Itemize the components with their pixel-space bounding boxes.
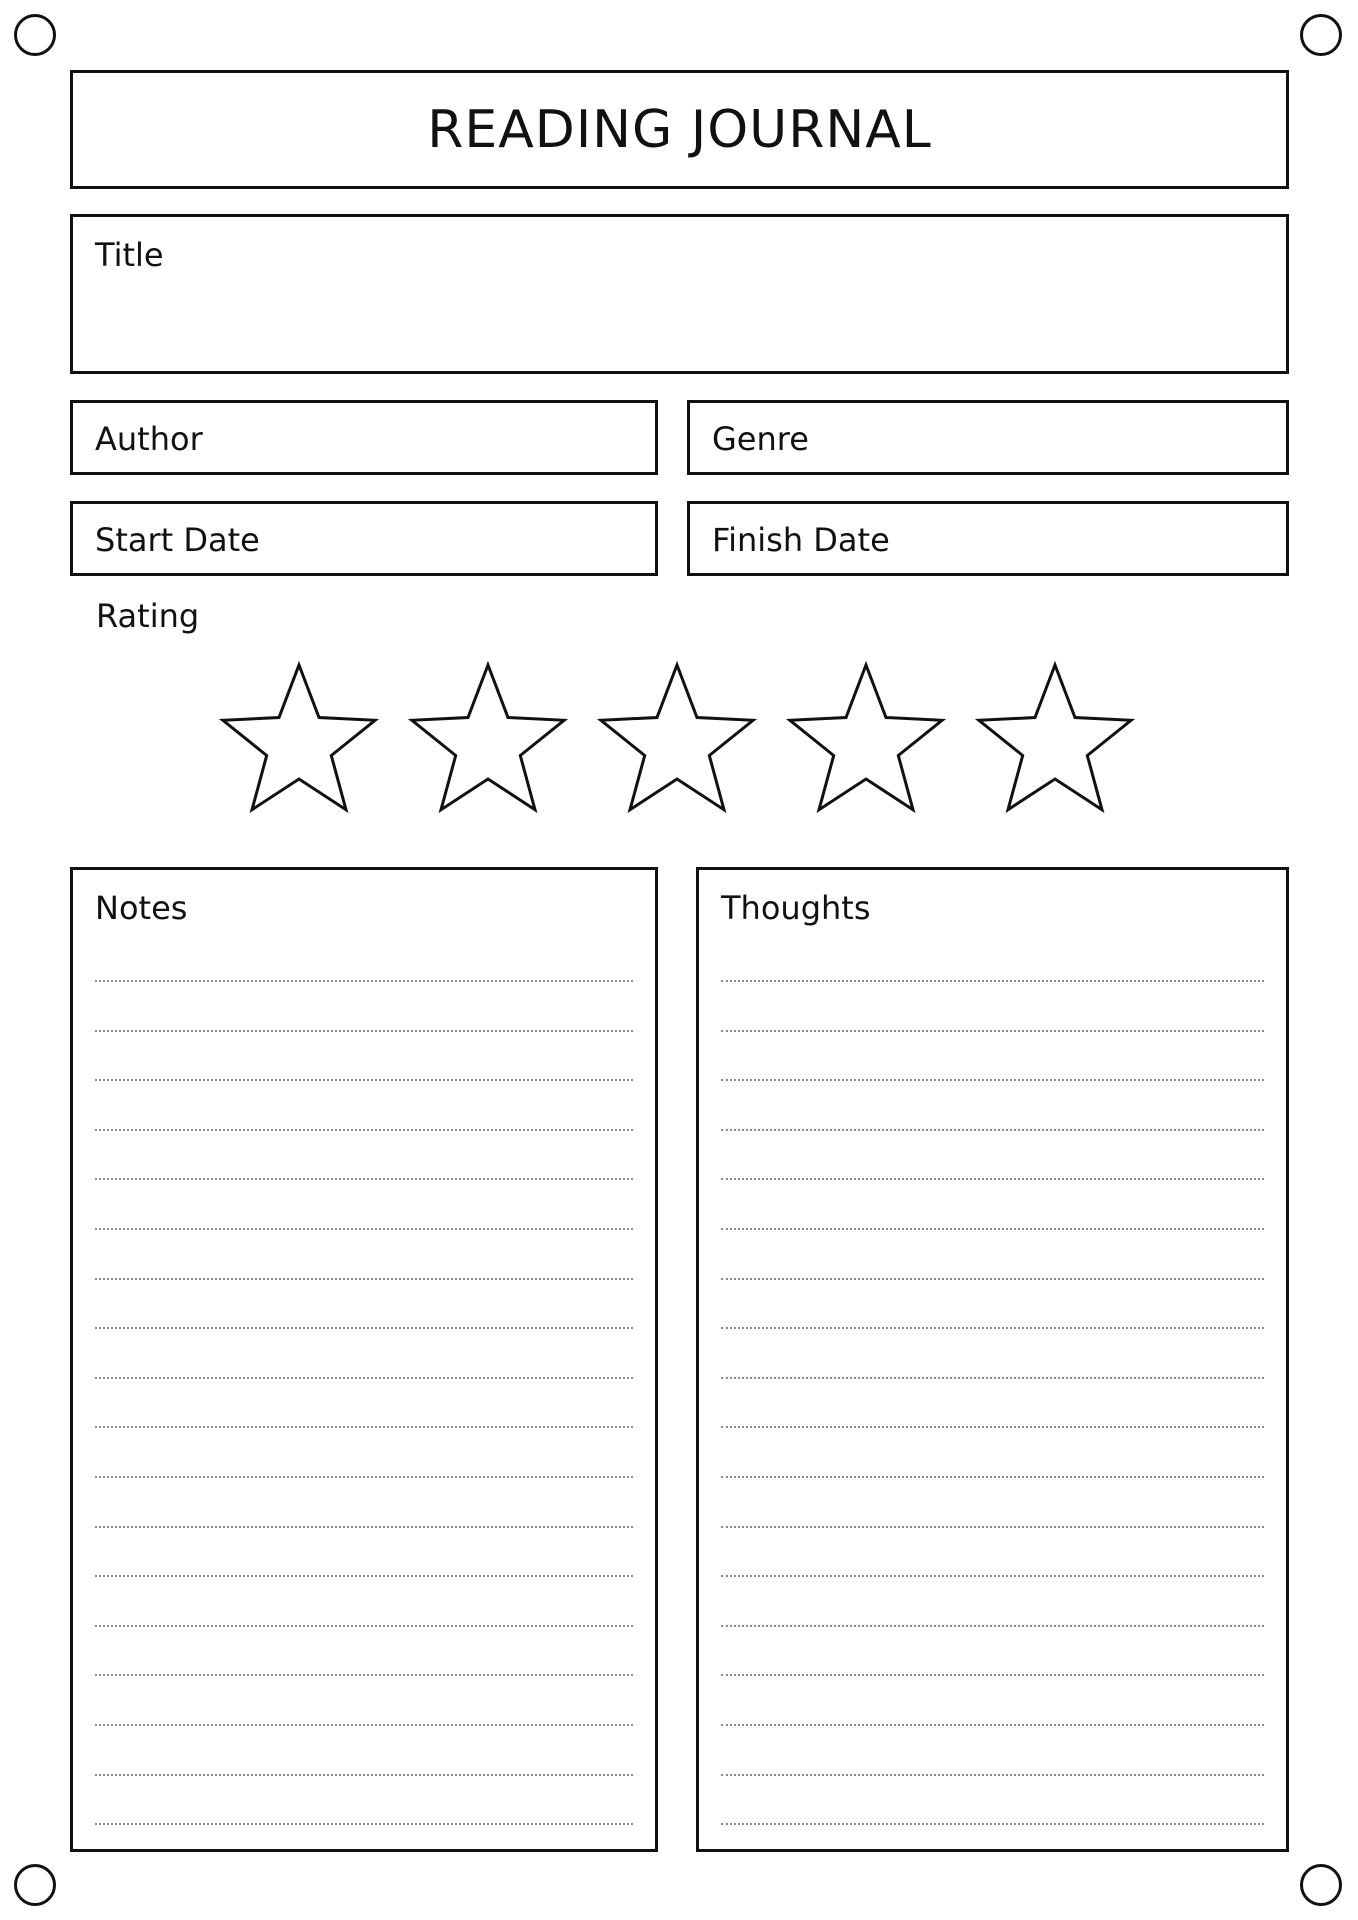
writing-line bbox=[721, 1327, 1264, 1329]
writing-line bbox=[95, 1774, 633, 1776]
writing-line bbox=[721, 1674, 1264, 1676]
writing-line bbox=[721, 1178, 1264, 1180]
writing-line bbox=[721, 1129, 1264, 1131]
title-field[interactable] bbox=[70, 214, 1289, 374]
binder-hole-bottom-left bbox=[14, 1864, 56, 1906]
star-1-icon[interactable] bbox=[223, 665, 375, 810]
rating-label: Rating bbox=[96, 597, 200, 635]
genre-field[interactable] bbox=[687, 400, 1289, 475]
writing-line bbox=[95, 1575, 633, 1577]
star-4-icon[interactable] bbox=[790, 665, 942, 810]
writing-line bbox=[95, 980, 633, 982]
start-date-field-label: Start Date bbox=[95, 521, 260, 559]
writing-line bbox=[95, 1526, 633, 1528]
binder-hole-top-right bbox=[1300, 14, 1342, 56]
writing-line bbox=[95, 1476, 633, 1478]
notes-lines bbox=[95, 980, 633, 1839]
writing-line bbox=[721, 1575, 1264, 1577]
writing-line bbox=[95, 1030, 633, 1032]
star-5-icon[interactable] bbox=[979, 665, 1131, 810]
writing-line bbox=[721, 1079, 1264, 1081]
writing-line bbox=[721, 1377, 1264, 1379]
writing-line bbox=[95, 1823, 633, 1825]
star-3-icon[interactable] bbox=[601, 665, 753, 810]
page-title: READING JOURNAL bbox=[427, 99, 932, 160]
binder-hole-top-left bbox=[14, 14, 56, 56]
star-rating[interactable] bbox=[214, 655, 1144, 825]
author-field-label: Author bbox=[95, 420, 203, 458]
page-title-box bbox=[70, 70, 1289, 189]
notes-box[interactable] bbox=[70, 867, 658, 1852]
writing-line bbox=[721, 1278, 1264, 1280]
writing-line bbox=[95, 1228, 633, 1230]
writing-line bbox=[95, 1674, 633, 1676]
thoughts-lines bbox=[721, 980, 1264, 1839]
genre-field-label: Genre bbox=[712, 420, 809, 458]
writing-line bbox=[95, 1426, 633, 1428]
start-date-field[interactable] bbox=[70, 501, 658, 576]
notes-label: Notes bbox=[95, 889, 188, 927]
writing-line bbox=[95, 1079, 633, 1081]
writing-line bbox=[721, 1228, 1264, 1230]
writing-line bbox=[721, 1526, 1264, 1528]
writing-line bbox=[721, 980, 1264, 982]
writing-line bbox=[95, 1129, 633, 1131]
binder-hole-bottom-right bbox=[1300, 1864, 1342, 1906]
author-field[interactable] bbox=[70, 400, 658, 475]
writing-line bbox=[95, 1178, 633, 1180]
writing-line bbox=[721, 1823, 1264, 1825]
writing-line bbox=[721, 1724, 1264, 1726]
writing-line bbox=[721, 1030, 1264, 1032]
writing-line bbox=[95, 1327, 633, 1329]
finish-date-field-label: Finish Date bbox=[712, 521, 890, 559]
writing-line bbox=[721, 1774, 1264, 1776]
writing-line bbox=[95, 1625, 633, 1627]
writing-line bbox=[721, 1625, 1264, 1627]
finish-date-field[interactable] bbox=[687, 501, 1289, 576]
writing-line bbox=[721, 1426, 1264, 1428]
thoughts-box[interactable] bbox=[696, 867, 1289, 1852]
writing-line bbox=[95, 1724, 633, 1726]
title-field-label: Title bbox=[95, 236, 164, 274]
writing-line bbox=[95, 1278, 633, 1280]
thoughts-label: Thoughts bbox=[721, 889, 871, 927]
writing-line bbox=[95, 1377, 633, 1379]
star-2-icon[interactable] bbox=[412, 665, 564, 810]
writing-line bbox=[721, 1476, 1264, 1478]
